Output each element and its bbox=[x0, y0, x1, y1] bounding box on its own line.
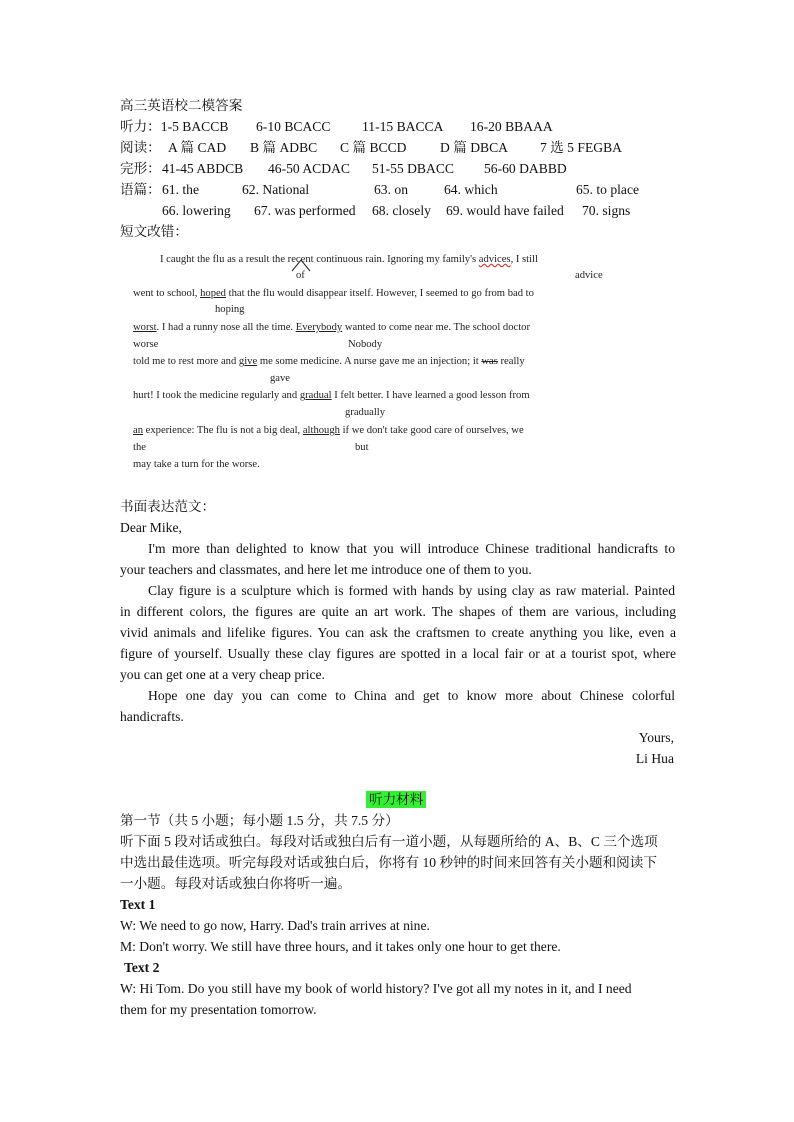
signature: Li Hua bbox=[635, 751, 674, 766]
paragraph-line: vivid animals and lifelike figures. You can ask the craftsmen to create anything you like, even a bbox=[120, 625, 676, 640]
correction: worse bbox=[133, 339, 159, 350]
marked-word: Everybody bbox=[295, 322, 343, 333]
text: I felt better. I have learned a good lesson from bbox=[334, 390, 530, 401]
correction: the bbox=[133, 442, 146, 453]
correction-line-7: may take a turn for the worse. bbox=[133, 459, 260, 470]
answer-item: 69. would have failed bbox=[446, 203, 564, 218]
marked-word: hoped bbox=[200, 288, 226, 299]
answer-item: 67. was performed bbox=[254, 203, 356, 218]
answer-item: 68. closely bbox=[372, 203, 431, 218]
text: if we don't take good care of ourselves, we bbox=[342, 425, 524, 436]
answer-item: 61. the bbox=[162, 182, 199, 197]
instruction-line: 一小题。每段对话或独白你将听一遍。 bbox=[120, 876, 352, 891]
paragraph-line: handicrafts. bbox=[120, 709, 184, 724]
paragraph-line: figure of yourself. Usually these clay figures are spotted in a local fair or at a tourist spot, where bbox=[120, 646, 676, 661]
correction-line-4 bbox=[133, 355, 525, 369]
dialogue-line: W: Hi Tom. Do you still have my book of world history? I've got all my notes in it, and I need bbox=[120, 981, 632, 996]
salutation: Dear Mike, bbox=[120, 520, 182, 535]
correction-label: 短文改错： bbox=[120, 224, 188, 239]
answer-group: 41-45 ABDCB bbox=[162, 161, 244, 176]
answer-group: D 篇 DBCA bbox=[440, 140, 508, 155]
text: that the flu would disappear itself. However, I seemed to go from bad to bbox=[228, 288, 534, 299]
text: me some medicine. A nurse gave me an injection; it bbox=[259, 356, 479, 367]
correction-line-1 bbox=[160, 253, 538, 267]
listening-answers bbox=[120, 118, 228, 136]
text: told me to rest more and bbox=[133, 356, 237, 367]
answer-item: 65. to place bbox=[576, 182, 640, 197]
correction: but bbox=[355, 442, 369, 453]
answer-item: 64. which bbox=[444, 182, 498, 197]
marked-word: an bbox=[133, 425, 143, 436]
marked-word: worst bbox=[133, 322, 157, 333]
writing-label: 书面表达范文： bbox=[120, 499, 216, 514]
correction-line-5 bbox=[133, 389, 530, 403]
answer-group: 46-50 ACDAC bbox=[268, 161, 350, 176]
grammar-label: 语篇： bbox=[120, 182, 161, 197]
listening-heading bbox=[366, 791, 426, 809]
dialogue-line: W: We need to go now, Harry. Dad's train arrives at nine. bbox=[120, 918, 430, 933]
reading-label: 阅读： bbox=[120, 140, 161, 155]
answer-group: 6-10 BCACC bbox=[256, 119, 331, 134]
paragraph-line: in different colors, the figures are quite an art work. The shapes of them are various, including bbox=[120, 604, 676, 619]
answer-item: 63. on bbox=[374, 182, 408, 197]
marked-word: advices bbox=[478, 254, 511, 265]
instruction-line: 中选出最佳选项。听完每段对话或独白后，你将有 10 秒钟的时间来回答有关小题和阅读下 bbox=[120, 855, 657, 870]
answer-group: 1-5 BACCB bbox=[160, 119, 229, 134]
correction: gave bbox=[270, 373, 290, 384]
text: . I had a runny nose all the time. bbox=[156, 322, 294, 333]
answer-group: 7 选 5 FEGBA bbox=[540, 140, 622, 155]
highlighted-heading: 听力材料 bbox=[366, 791, 426, 808]
correction: Nobody bbox=[348, 339, 383, 350]
correction-line-3 bbox=[133, 321, 530, 335]
text-heading: Text 1 bbox=[120, 897, 156, 912]
paragraph-line: Clay figure is a sculpture which is formed with hands by using clay as raw material. Painted bbox=[148, 583, 675, 598]
correction: gradually bbox=[345, 407, 386, 418]
section-title: 第一节（共 5 小题；每小题 1.5 分，共 7.5 分） bbox=[120, 813, 399, 828]
label: 听力： bbox=[120, 119, 161, 134]
correction-line-2 bbox=[133, 287, 534, 301]
paragraph-line: you can get one at a very cheap price. bbox=[120, 667, 325, 682]
text: wanted to come near me. The school doctor bbox=[344, 322, 530, 333]
answer-item: 62. National bbox=[242, 182, 310, 197]
instruction-line: 听下面 5 段对话或独白。每段对话或独白后有一道小题，从每题所给的 A、B、C 三个选项 bbox=[120, 834, 658, 849]
page-title: 高三英语校二模答案 bbox=[120, 98, 243, 113]
text: really bbox=[500, 356, 525, 367]
answer-item: 66. lowering bbox=[162, 203, 231, 218]
correction-line-6 bbox=[133, 424, 524, 438]
correction: hoping bbox=[215, 304, 245, 315]
text: I caught the flu as a result bbox=[160, 254, 270, 265]
paragraph-line: I'm more than delighted to know that you will introduce Chinese traditional handicrafts to bbox=[148, 541, 675, 556]
answer-group: 11-15 BACCA bbox=[362, 119, 444, 134]
answer-group: 56-60 DABBD bbox=[484, 161, 567, 176]
text: the recent continuous rain. Ignoring my family's bbox=[272, 254, 477, 265]
cloze-label: 完形： bbox=[120, 161, 161, 176]
marked-word: although bbox=[302, 425, 340, 436]
paragraph-line: your teachers and classmates, and here let me introduce one of them to you. bbox=[120, 562, 532, 577]
closing: Yours, bbox=[638, 730, 674, 745]
text: went to school, bbox=[133, 288, 198, 299]
correction: advice bbox=[575, 270, 603, 281]
text-heading: Text 2 bbox=[124, 960, 160, 975]
answer-group: B 篇 ADBC bbox=[250, 140, 318, 155]
text: , I still bbox=[510, 254, 538, 265]
answer-group: C 篇 BCCD bbox=[340, 140, 407, 155]
answer-item: 70. signs bbox=[582, 203, 631, 218]
dialogue-line: them for my presentation tomorrow. bbox=[120, 1002, 317, 1017]
correction: of bbox=[296, 270, 305, 281]
answer-group: A 篇 CAD bbox=[168, 140, 227, 155]
text: experience: The flu is not a big deal, bbox=[145, 425, 301, 436]
text: hurt! I took the medicine regularly and bbox=[133, 390, 298, 401]
answer-group: 16-20 BBAAA bbox=[470, 119, 553, 134]
paragraph-line: Hope one day you can come to China and get to know more about Chinese colorful bbox=[148, 688, 675, 703]
marked-word: gradual bbox=[299, 390, 332, 401]
deleted-word: was bbox=[481, 356, 498, 367]
marked-word: give bbox=[238, 356, 258, 367]
answer-group: 51-55 DBACC bbox=[372, 161, 454, 176]
dialogue-line: M: Don't worry. We still have three hours, and it takes only one hour to get there. bbox=[120, 939, 561, 954]
